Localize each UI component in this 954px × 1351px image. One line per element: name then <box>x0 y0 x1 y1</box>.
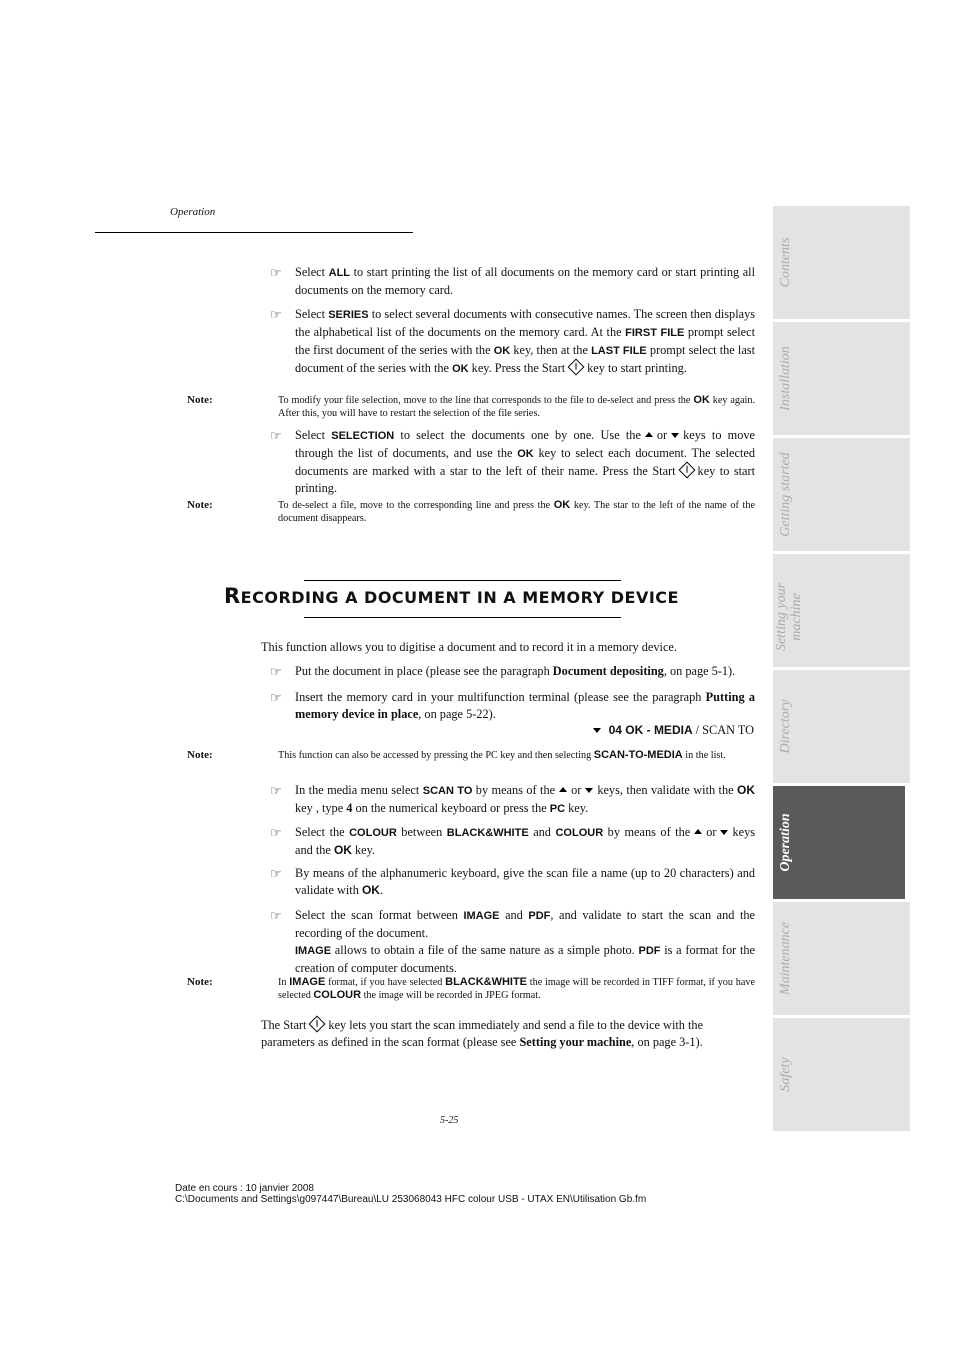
text: Insert the memory card in your multifunction terminal (please see the paragraph <box>295 690 706 704</box>
key-label: PC <box>549 803 566 815</box>
text: , on page 3-1). <box>631 1035 703 1049</box>
tab-label: Operation <box>778 813 793 872</box>
text: is a format for the creation of computer documents. <box>295 943 755 975</box>
pointing-hand-icon: ☞ <box>270 690 282 705</box>
text: Select <box>295 265 329 279</box>
text: To modify your file selection, move to the line that corresponds to the file to de-select and press the <box>278 395 694 406</box>
text: format, if you have selected <box>325 977 446 988</box>
bold-ref: Document depositing <box>552 664 664 678</box>
key-label: OK <box>693 394 710 406</box>
closing-paragraph <box>261 1017 755 1051</box>
text: key. The star to the left of the name of the document disappears. <box>278 500 755 524</box>
tab-label: Installation <box>778 346 793 411</box>
key-label: PDF <box>528 910 551 922</box>
text: , on page 5-1). <box>663 664 736 678</box>
key-label: BLACK&WHITE <box>445 976 528 988</box>
down-arrow-icon <box>671 433 679 438</box>
up-arrow-icon <box>694 829 702 834</box>
up-arrow-icon <box>645 432 653 437</box>
tab-directory[interactable] <box>773 670 910 783</box>
pointing-hand-icon: ☞ <box>270 664 282 679</box>
header-rule <box>95 232 413 233</box>
text: key to select each document. The selected documents are marked with a star to the left of their name. Press the Start <box>295 446 755 478</box>
tab-label: Setting your machine <box>774 582 804 652</box>
text: key lets you start the scan immediately and send a file to the device with the parameters as defined in the scan format (please see <box>261 1018 704 1049</box>
footer-date: Date en cours : 10 janvier 2008 <box>175 1183 314 1194</box>
key-label: OK <box>333 843 352 857</box>
pointing-hand-icon: ☞ <box>270 265 282 280</box>
bullet-insert-card <box>270 689 755 723</box>
key-label: IMAGE <box>295 945 332 957</box>
key-label: OK <box>553 499 571 511</box>
pointing-hand-icon: ☞ <box>270 307 282 322</box>
bullet-scan-to <box>270 782 755 818</box>
text: or <box>656 428 668 442</box>
key-label: SELECTION <box>331 430 395 442</box>
menu-rest: / SCAN TO <box>692 723 754 737</box>
section-title <box>224 584 679 608</box>
text: on the numerical keyboard or press the <box>352 801 550 815</box>
tab-maintenance[interactable] <box>773 902 910 1015</box>
text: To de-select a file, move to the corresponding line and press the <box>278 500 554 511</box>
bullet-select-selection <box>270 427 755 497</box>
bullet-select-colour <box>270 824 755 859</box>
note-label: Note: <box>187 394 213 406</box>
title-rule-top <box>304 580 621 581</box>
text: , on page 5-22). <box>418 707 496 721</box>
tab-label: Contents <box>778 237 793 288</box>
text: or <box>706 825 717 839</box>
key-label: SCAN-TO-MEDIA <box>593 749 683 761</box>
text: key. <box>351 843 376 857</box>
key-label: OK <box>493 345 511 357</box>
key-label: COLOUR <box>349 827 397 839</box>
key-label: IMAGE <box>463 910 500 922</box>
title-rest: ECORDING A DOCUMENT IN A MEMORY DEVICE <box>240 588 679 607</box>
note-text <box>278 394 755 420</box>
text: by means of the <box>472 783 556 797</box>
tab-getting-started[interactable] <box>773 438 910 551</box>
text: prompt select the last document of the series with the <box>295 343 755 375</box>
pointing-hand-icon: ☞ <box>270 908 282 923</box>
text: keys and the <box>295 825 756 857</box>
key-label: PDF <box>638 945 661 957</box>
menu-code: 04 OK - MEDIA <box>608 723 693 737</box>
tab-safety[interactable] <box>773 1018 910 1131</box>
bold-ref: Setting your machine <box>519 1035 632 1049</box>
text: allows to obtain a file of the same nature as a simple photo. <box>331 943 639 957</box>
key-label: OK <box>361 883 380 897</box>
pointing-hand-icon: ☞ <box>270 428 282 443</box>
key-label: LAST FILE <box>591 345 647 357</box>
up-arrow-icon <box>559 787 567 792</box>
text: the image will be recorded in TIFF format, if you have selected <box>278 977 755 1001</box>
bullet-file-name <box>270 865 755 899</box>
text: keys to move through the list of documents, and use the <box>295 428 755 460</box>
pointing-hand-icon: ☞ <box>270 825 282 840</box>
key-label: OK <box>452 363 469 375</box>
tab-label: Maintenance <box>778 921 793 996</box>
key-label: SERIES <box>328 309 369 321</box>
text: In the media menu select <box>295 783 423 797</box>
bullet-put-document <box>270 663 755 680</box>
text: This function can also be accessed by pressing the PC key and then selecting <box>278 750 594 761</box>
text: to select several documents with consecutive names. The screen then displays the alphabetical list of the documents on the memory card. At the <box>295 307 756 339</box>
text: and <box>528 825 556 839</box>
text: between <box>396 825 447 839</box>
start-key-icon <box>568 359 585 376</box>
title-initial: R <box>224 584 241 608</box>
text: Select the scan format between <box>295 908 464 922</box>
text: to select the documents one by one. Use the <box>394 428 641 442</box>
pointing-hand-icon: ☞ <box>270 783 282 798</box>
note-text <box>278 749 755 762</box>
text: key to start printing. <box>587 361 687 375</box>
key-label: COLOUR <box>313 989 362 1001</box>
note-label: Note: <box>187 976 213 988</box>
running-header: Operation <box>170 206 216 218</box>
key-label: SCAN TO <box>422 785 473 797</box>
page-number: 5-25 <box>440 1115 459 1126</box>
text: Select <box>295 307 329 321</box>
down-arrow-icon <box>593 728 601 733</box>
text: Select the <box>295 825 350 839</box>
note-text <box>278 976 755 1002</box>
tab-label: Getting started <box>778 452 793 537</box>
start-key-icon <box>678 462 695 479</box>
key-label: ALL <box>328 267 351 279</box>
text: in the list. <box>682 750 726 761</box>
tab-label: Safety <box>778 1057 793 1092</box>
text: and <box>499 908 529 922</box>
key-label: BLACK&WHITE <box>446 827 529 839</box>
text: by means of the <box>603 825 691 839</box>
tab-label: Directory <box>778 699 793 754</box>
text: the image will be recorded in JPEG format. <box>361 990 541 1001</box>
text: key again. After this, you will have to restart the selection of the file series. <box>278 395 755 419</box>
down-arrow-icon <box>720 830 728 835</box>
down-arrow-icon <box>585 788 593 793</box>
text: or <box>571 783 582 797</box>
text: key , type <box>295 801 347 815</box>
tab-installation[interactable] <box>773 322 910 435</box>
text: to start printing the list of all documents on the memory card or start printing all documents on the memory card. <box>295 265 755 297</box>
intro-paragraph: This function allows you to digitise a document and to record it in a memory device. <box>261 640 677 654</box>
note-label: Note: <box>187 749 213 761</box>
text: , and validate to start the scan and the recording of the document. <box>295 908 755 940</box>
text: By means of the alphanumeric keyboard, give the scan file a name (up to 20 characters) and validate with <box>295 866 755 897</box>
text: In <box>278 977 290 988</box>
footer-path: C:\Documents and Settings\g097447\Bureau\LU 253068043 HFC colour USB - UTAX EN\Utilisation Gb.fm <box>175 1194 647 1205</box>
text: The Start <box>261 1018 307 1032</box>
tab-contents[interactable] <box>773 206 910 319</box>
text: key to start printing. <box>295 464 755 495</box>
key-number: 4 <box>346 801 353 815</box>
bullet-scan-format <box>270 907 755 977</box>
bold-ref: Putting a memory device in place <box>295 690 755 721</box>
bullet-select-all <box>270 264 755 299</box>
text: Put the document in place (please see the paragraph <box>295 664 553 678</box>
text: key. Press the Start <box>468 361 566 375</box>
text: . <box>379 883 384 897</box>
tab-operation[interactable] <box>773 786 905 899</box>
text: key. <box>565 801 589 815</box>
title-rule-bottom <box>304 617 621 618</box>
note-text <box>278 499 755 525</box>
key-label: COLOUR <box>555 827 604 839</box>
text: prompt select the first document of the series with the <box>295 325 755 357</box>
pointing-hand-icon: ☞ <box>270 866 282 881</box>
text: keys, then validate with the <box>597 783 738 797</box>
start-key-icon <box>309 1016 326 1033</box>
text: Select <box>295 428 332 442</box>
key-label: OK <box>517 448 534 460</box>
note-label: Note: <box>187 499 213 511</box>
key-label: OK <box>737 783 756 797</box>
key-label: FIRST FILE <box>625 327 685 339</box>
key-label: IMAGE <box>289 976 326 988</box>
text: key, then at the <box>510 343 592 357</box>
menu-path <box>589 723 754 738</box>
bullet-select-series <box>270 306 755 378</box>
tab-setting-your-machine[interactable] <box>773 554 910 667</box>
